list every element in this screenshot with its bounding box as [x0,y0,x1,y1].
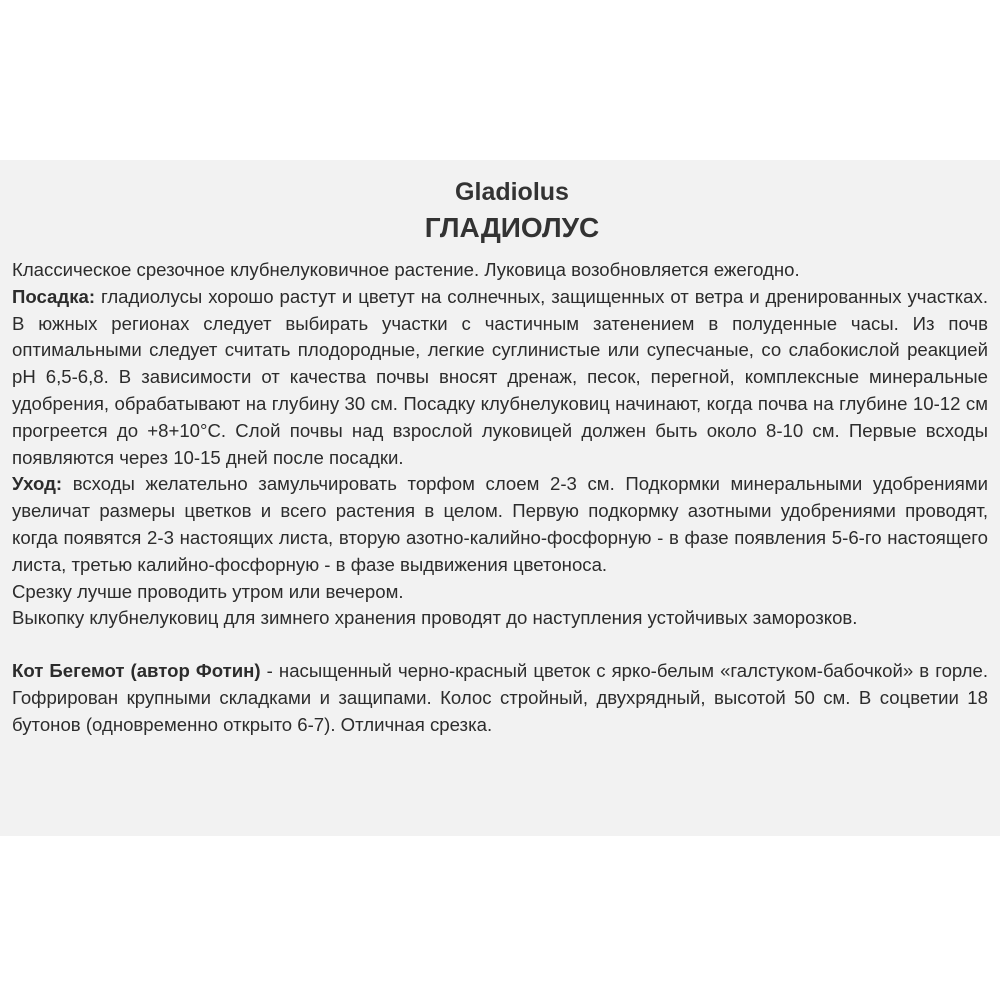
variety-text: - насыщенный черно-красный цветок с ярко-белым «галстуком-бабочкой» в горле. Гофрирован крупными складками и защипами. Колос стройный, двухрядный, высотой 50 см. В соцветии 18 бутонов (одновременно открыто 6-7). Отличная срезка. [12,660,988,735]
care-paragraph [12,471,988,578]
care-text: всходы желательно замульчировать торфом слоем 2-3 см. Подкормки минеральными удобрениями увеличат размеры цветков и всего растения в целом. Первую подкормку азотными удобрениями проводят, когда появятся 2-3 настоящих листа, вторую азотно-калийно-фосфорную - в фазе появления 5-6-го настоящего листа, третью калийно-фосфорную - в фазе выдвижения цветоноса. [12,473,988,575]
planting-label: Посадка: [12,285,96,307]
latin-title: Gladiolus [455,178,569,206]
variety-label: Кот Бегемот (автор Фотин) [12,660,261,682]
digging-paragraph: Выкопку клубнелуковиц для зимнего хранения проводят до наступления устойчивых заморозков. [12,607,858,629]
planting-paragraph [12,284,988,472]
intro-paragraph: Классическое срезочное клубнелуковичное растение. Луковица возобновляется ежегодно. [12,259,800,280]
variety-paragraph [12,658,988,738]
cutting-paragraph: Срезку лучше проводить утром или вечером. [12,580,404,602]
care-label: Уход: [12,473,63,495]
seed-packet-label [0,160,1000,836]
planting-text: гладиолусы хорошо растут и цветут на солнечных, защищенных от ветра и дренированных участках. В южных регионах следует выбирать участки с частичным затенением в полуденные часы. Из почв оптимальными следует считать плодородные, легкие суглинистые или супесчаные, со слабокислой реакцией pH 6,5-6,8. В зависимости от качества почвы вносят дренаж, песок, перегной, комплексные минеральные удобрения, обрабатывают на глубину 30 см. Посадку клубнелуковиц начинают, когда почва на глубине 10-12 см прогреется до +8+10°С. Слой почвы над взрослой луковицей должен быть около 8-10 см. Первые всходы появляются через 10-15 дней после посадки. [12,285,988,468]
section-gap [12,632,988,658]
description-body [12,257,988,739]
russian-title: ГЛАДИОЛУС [424,212,600,243]
